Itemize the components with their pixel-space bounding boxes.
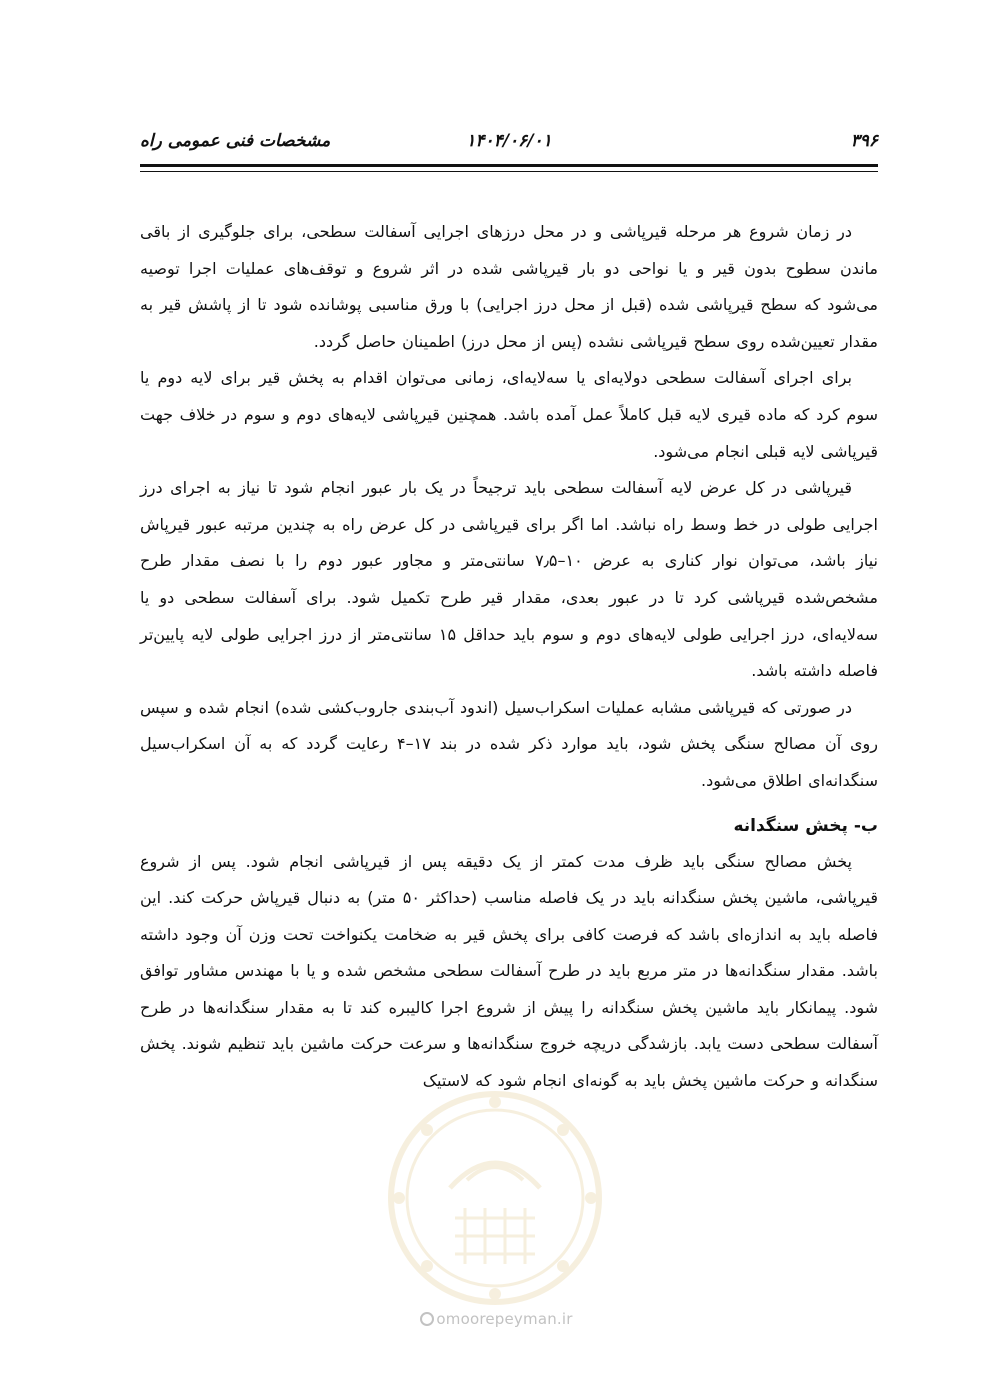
- watermark-url: [0, 1310, 993, 1328]
- header-date: ۱۴۰۴/۰۶/۰۱: [466, 131, 552, 151]
- paragraph: در زمان شروع هر مرحله قیرپاشی و در محل درزهای اجرایی آسفالت سطحی، برای جلوگیری از باقی ماندن سطوح بدون قیر و یا نواحی دو بار قیرپاشی شده در اثر شروع و توقف‌های عملیات اجرا توصیه می‌شود که سطح قیرپاشی شده (قبل از محل درز اجرایی) با ورق مناسبی پوشانده شود تا از پاشش قیر به مقدار تعیین‌شده روی سطح قیرپاشی نشده (پس از محل درز) اطمینان حاصل گردد.: [140, 222, 878, 351]
- page-header: [140, 128, 878, 154]
- header-title: مشخصات فنی عمومی راه: [140, 131, 331, 151]
- paragraph: برای اجرای آسفالت سطحی دولایه‌ای یا سه‌لایه‌ای، زمانی می‌توان اقدام به پخش قیر برای لایه دوم یا سوم کرد که ماده قیری لایه قبل کاملاً عمل آمده باشد. همچنین قیرپاشی لایه‌های دوم و سوم در خلاف جهت قیرپاشی لایه قبلی انجام می‌شود.: [140, 368, 878, 461]
- seal-logo-icon: [385, 1088, 605, 1308]
- header-rule-thick: [140, 164, 878, 167]
- watermark-url-text: omoorepeyman.ir: [436, 1310, 573, 1328]
- header-rule-thin: [140, 171, 878, 172]
- at-sign-icon: [420, 1312, 434, 1326]
- page-number: ۳۹۶: [850, 131, 878, 151]
- paragraph: پخش مصالح سنگی باید ظرف مدت کمتر از یک دقیقه پس از قیرپاشی انجام شود. پس از شروع قیرپاشی، ماشین پخش سنگدانه باید در یک فاصله مناسب (حداکثر ۵۰ متر) به دنبال قیرپاش حرکت کند. این فاصله باید به اندازه‌ای باشد که فرصت کافی برای پخش قیر به ضخامت یکنواخت تحت وزن آن وجود داشته باشد. مقدار سنگدانه‌ها در متر مربع باید در طرح آسفالت سطحی مشخص شده و یا با مهندس مشاور توافق شود. پیمانکار باید ماشین پخش سنگدانه را پیش از شروع اجرا کالیبره کند تا به مقدار سنگدانه‌ها در طرح آسفالت سطحی دست یابد. بازشدگی دریچه خروج سنگدانه‌ها و سرعت حرکت ماشین باید تنظیم شوند. پخش سنگدانه و حرکت ماشین پخش باید به گونه‌ای انجام شود که لاستیک: [140, 851, 878, 1091]
- section-heading: ب- پخش سنگدانه: [733, 815, 878, 836]
- paragraph: در صورتی که قیرپاشی مشابه عملیات اسکراب‌سیل (اندود آب‌بندی جاروب‌کشی شده) انجام شده و سپس روی آن مصالح سنگی پخش شود، باید موارد ذکر شده در بند ۱۷–۴ رعایت گردد که به آن اسکراب‌سیل سنگدانه‌ای اطلاق می‌شود.: [140, 697, 878, 790]
- document-body: [140, 214, 878, 1100]
- paragraph: قیرپاشی در کل عرض لایه آسفالت سطحی باید ترجیحاً در یک بار عبور انجام شود تا نیاز به اجرای درز اجرایی طولی در خط وسط راه نباشد. اما اگر برای قیرپاشی در کل عرض راه به چندین مرتبه عبور قیرپاش نیاز باشد، می‌توان نوار کناری به عرض ۱۰–۷٫۵ سانتی‌متر و مجاور عبور دوم را با نصف مقدار طرح مشخص‌شده قیرپاشی کرد تا در عبور بعدی، مقدار قیر طرح تکمیل شود. برای آسفالت سطحی دو یا سه‌لایه‌ای، درز اجرایی طولی لایه‌های دوم و سوم باید حداقل ۱۵ سانتی‌متر از درز اجرایی طولی لایه پایین‌تر فاصله داشته باشد.: [140, 478, 879, 681]
